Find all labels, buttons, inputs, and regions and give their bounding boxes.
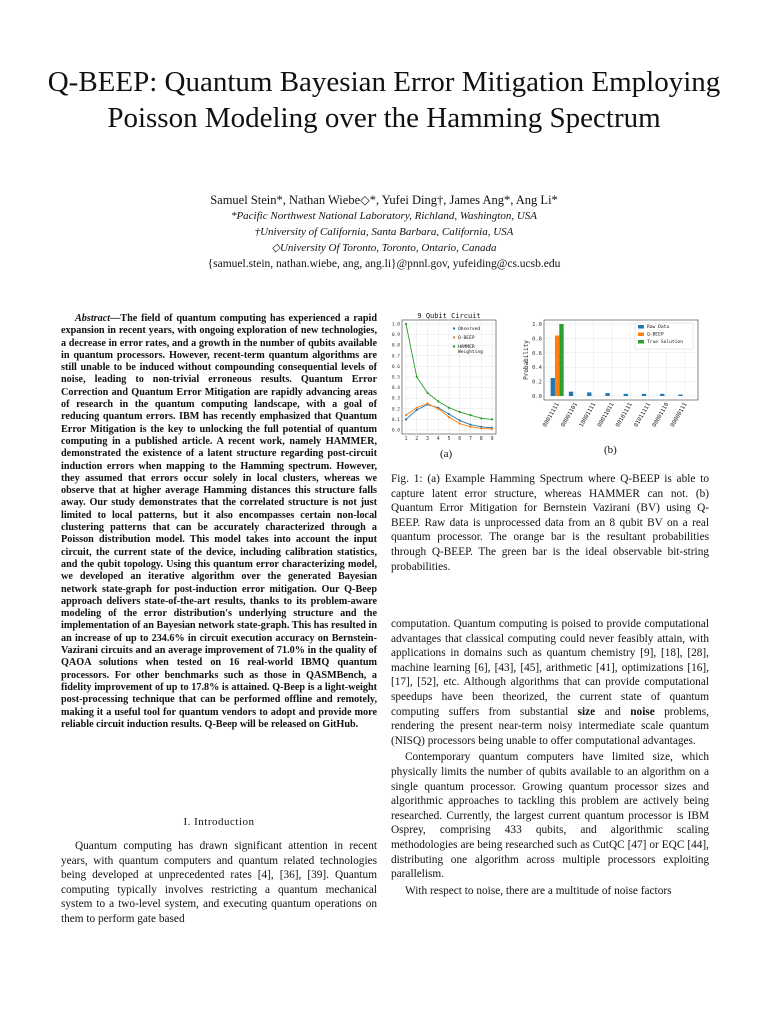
chart-b-bar (660, 394, 664, 396)
intro-right-column (391, 617, 709, 900)
chart-a-data-point (416, 407, 418, 409)
chart-a-data-point (448, 416, 450, 418)
chart-a-xtick-label: 8 (479, 436, 483, 442)
chart-a-data-point (459, 411, 461, 413)
chart-b-xtick-label: 01011111 (633, 402, 653, 429)
chart-b-ytick-label: 0.6 (532, 350, 542, 357)
chart-a-title: 9 Qubit Circuit (417, 312, 481, 320)
chart-b-legend-label: True Solution (647, 340, 683, 345)
chart-a-data-point (480, 427, 482, 429)
chart-a-legend-label: HAMMER (458, 345, 475, 350)
chart-a-ytick-label: 0.6 (391, 364, 400, 370)
chart-b-bar (559, 324, 563, 396)
intro-paragraph-1-continued (391, 617, 709, 748)
chart-b-ytick-label: 0.4 (532, 365, 542, 372)
intro-paragraph-3: With respect to noise, there are a multitude of noise factors (405, 884, 672, 897)
chart-b-legend-swatch (638, 333, 644, 337)
chart-b-bar (551, 378, 555, 396)
figure-1b-bar-chart (518, 306, 714, 458)
author-emails: {samuel.stein, nathan.wiebe, ang, ang.li}@pnnl.gov, yufeiding@cs.ucsb.edu (207, 258, 561, 270)
chart-a-xtick-label: 3 (425, 436, 430, 442)
chart-b-ylabel: Probability (523, 340, 530, 380)
chart-a-data-point (437, 408, 439, 410)
chart-a-legend-label-cont: Weighting (458, 350, 483, 355)
chart-a-ytick-label: 0.1 (391, 417, 400, 423)
affiliation-ucsb: †University of California, Santa Barbara, California, USA (254, 226, 514, 238)
chart-a-data-point (459, 419, 461, 421)
abstract-lead: Abstract (75, 313, 111, 324)
chart-a-ytick-label: 1.0 (391, 322, 400, 328)
keyword-noise: noise (630, 705, 655, 718)
chart-a-data-point (480, 417, 482, 419)
chart-a-data-point (437, 400, 439, 402)
chart-a-ytick-label: 0.2 (391, 407, 400, 413)
chart-a-xtick-label: 6 (458, 436, 462, 442)
chart-a-data-point (459, 423, 461, 425)
chart-a-data-point (405, 323, 407, 325)
chart-a-data-point (469, 424, 471, 426)
chart-b-bar (605, 393, 609, 396)
chart-b-legend-label: Raw Data (647, 325, 670, 330)
figure-1b-label: (b) (604, 444, 617, 456)
chart-a-data-point (491, 428, 493, 430)
chart-a-ytick-label: 0.0 (391, 428, 400, 434)
chart-b-ytick-label: 0.8 (532, 336, 542, 343)
chart-b-xtick-label: 00011011 (596, 402, 616, 429)
abstract-text: —The field of quantum computing has experienced a rapid expansion in recent years, with ongoing exploration of new technologies, a decrease in error rates, and a growth in the number of qubits available in quantum processors. However, recent-term quantum algorithms are still unable to be induced without compounding consequential levels of noise, leading to non-trivial erroneous results. Quantum Error Correction and Quantum Error Mitigation are rapidly advancing areas of research in the quantum computing landscape, with a goal of reducing quantum errors. IBM has recently emphasized that Quantum Error Mitigation is the key to unlocking the full potential of quantum computing in a published article. A recent work, namely HAMMER, demonstrated the existence of a latent structure regarding post-circuit induction errors when mapping to the Hamming spectrum. However, they assumed that errors occur solely in local clusters, whereas we observe that at higher average Hamming distances this structure falls away. Our study demonstrates that the correlated structure is not just limited to local patterns, but it also encompasses certain non-local clustering patterns that can be accurately characterized through a Poisson distribution model. This model takes into account the input circuit, the current state of the device, including calibration statistics, and the qubit topology. Using this quantum error characterizing model, we developed an iterative algorithm over the generated Bayesian network state-graph for post-induction error mitigation. Our Q-Beep approach delivers state-of-the-art results, thanks to its problem-aware modeling of the error distribution's underlying structure and the implementation of an Bayesian network state-graph. This has resulted in an increase of up to 234.6% in circuit execution accuracy on Bernstein-Vazirani circuits and an average improvement of 71.0% in the quality of QAOA solutions when tested on 16 real-world IBMQ quantum processors. For other benchmarks such as those in QASMBench, a fidelity improvement of up to 17.8% is attained. Q-Beep is a light-weight post-processing technique that can be performed offline and remotely, making it a useful tool for quantum vendors to adopt and provide more reliable circuit induction results. Q-Beep will be released on GitHub. (61, 313, 377, 730)
chart-a-legend-marker (453, 336, 455, 338)
chart-a-data-point (426, 392, 428, 394)
chart-b-legend-swatch (638, 340, 644, 344)
chart-b-bar (642, 394, 646, 396)
chart-b-xtick-label: 00101111 (615, 402, 634, 429)
chart-b-bar (555, 336, 559, 396)
chart-a-data-point (416, 376, 418, 378)
chart-a-xtick-label: 4 (436, 436, 440, 442)
intro-p1-and: and (595, 705, 631, 718)
chart-a-data-point (491, 418, 493, 420)
chart-a-data-point (405, 414, 407, 416)
chart-a-xtick-label: 5 (447, 436, 451, 442)
chart-a-xtick-label: 1 (404, 436, 408, 442)
chart-a-ytick-label: 0.7 (391, 354, 400, 360)
figure-1a-line-chart (388, 306, 508, 458)
chart-a-data-point (405, 418, 407, 420)
chart-b-xtick-label: 00011111 (542, 402, 561, 429)
chart-b-legend-label: Q-BEEP (647, 332, 664, 338)
chart-b-ytick-label: 0.0 (532, 394, 542, 400)
keyword-size: size (577, 705, 596, 718)
chart-a-data-point (469, 414, 471, 416)
chart-b-xtick-label: 00001101 (560, 402, 580, 429)
chart-a-ytick-label: 0.4 (391, 386, 400, 392)
chart-a-ytick-label: 0.8 (391, 343, 400, 349)
chart-b-bar (587, 392, 591, 396)
chart-a-legend-label: Q-BEEP (458, 336, 475, 341)
section-heading-introduction: I. Introduction (183, 816, 255, 828)
chart-b-bar (569, 392, 573, 396)
chart-a-legend-label: Observed (458, 327, 481, 332)
affiliation-pnnl: *Pacific Northwest National Laboratory, Richland, Washington, USA (230, 210, 538, 222)
chart-b-xtick-label: 10001111 (578, 402, 598, 429)
intro-p1-text-a: computation. Quantum computing is poised to provide computational advantages that classical computing could never feasibly attain, with applications in domains such as quantum chemistry [9], [18], [28], machine learning [6], [43], [45], arithmetic [41], optimizations [16], [17], [52], etc. Although algorithms that can provide computational speedups have been theorized, the current state of quantum computing suffers from substantial (391, 618, 709, 718)
chart-a-data-point (426, 402, 428, 404)
chart-b-xtick-label: 00001110 (651, 402, 671, 429)
author-block (40, 192, 728, 272)
chart-b-bar (678, 395, 682, 396)
chart-a-ytick-label: 0.9 (391, 333, 400, 339)
affiliation-toronto: ◇University Of Toronto, Toronto, Ontario, Canada (271, 242, 497, 254)
intro-paragraph-2: Contemporary quantum computers have limited size, which physically limits the number of qubits available to an algorithm on a single quantum processor. Growing quantum processor sizes and algorithmic approaches to tackling this problem are actively being researched. Currently, the largest current quantum processor is IBM Osprey, comprising 433 qubits, and algorithmic scaling methodologies are being researched such as CutQC [47] or EQC [44], distributing one algorithm across multiple processors exploiting parallelism. (391, 751, 709, 881)
figure-1-caption: Fig. 1: (a) Example Hamming Spectrum where Q-BEEP is able to capture latent error structure, whereas HAMMER can not. (b) Quantum Error Mitigation for Bernstein Vazirani (BV) using Q-BEEP. Raw data is unprocessed data from an 8 qubit BV on a real quantum processor. The orange bar is the resultant probabilities through Q-BEEP. The green bar is the ideal observable bit-string probabilities. (391, 473, 709, 573)
chart-a-legend-marker (453, 327, 455, 329)
paper-title: Q-BEEP: Quantum Bayesian Error Mitigation Employing Poisson Modeling over the Hamming Spectrum (47, 66, 721, 134)
chart-a-xtick-label: 9 (490, 436, 494, 442)
chart-b-legend-swatch (638, 325, 644, 329)
chart-b-ytick-label: 0.2 (532, 379, 542, 386)
chart-b-xtick-label: 00000111 (669, 402, 689, 429)
chart-a-data-point (448, 407, 450, 409)
intro-p1-text-b: problems, rendering the present near-term noisy intermediate scale quantum (NISQ) processors being unable to offer computational advantages. (391, 705, 709, 747)
chart-a-xtick-label: 7 (468, 436, 473, 442)
chart-a-ytick-label: 0.5 (391, 375, 400, 381)
chart-a-xtick-label: 2 (415, 436, 419, 442)
chart-b-bar (624, 394, 628, 396)
figure-1a-label: (a) (440, 448, 453, 460)
chart-a-data-point (416, 409, 418, 411)
chart-a-ytick-label: 0.3 (391, 396, 400, 402)
chart-a-legend-marker (453, 345, 455, 347)
chart-a-data-point (469, 426, 471, 428)
author-list: Samuel Stein*, Nathan Wiebe◇*, Yufei Ding†, James Ang*, Ang Li* (210, 193, 558, 207)
intro-paragraph-1: Quantum computing has drawn significant attention in recent years, with quantum computers and quantum related technologies being developed at unprecedented rates [4], [36], [39]. Quantum computing typically involves restricting a quantum mechanical system to a two-level system, and executing quantum operations on them to perform gate based (61, 840, 377, 925)
chart-b-ytick-label: 1.0 (532, 322, 542, 328)
abstract (61, 313, 377, 731)
chart-a-data-point (448, 413, 450, 415)
